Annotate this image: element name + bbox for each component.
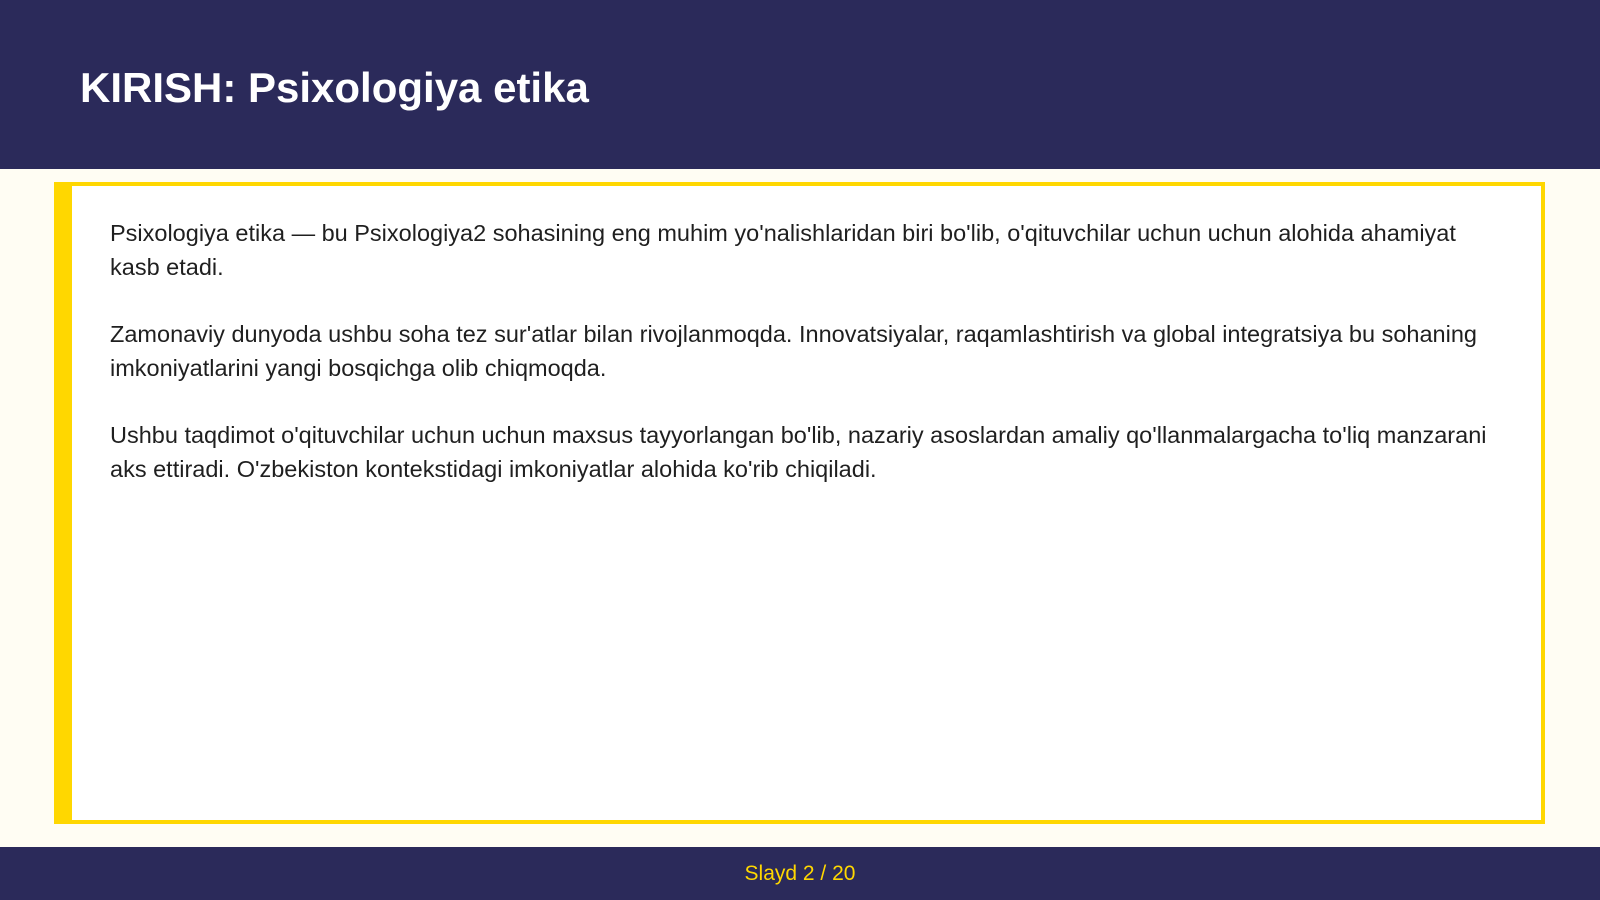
intro-paragraph: Psixologiya etika — bu Psixologiya2 sohasining eng muhim yo'nalishlaridan biri bo'lib, o'qituvchilar uchun uchun alohida ahamiyat kasb etadi. (110, 220, 1456, 280)
content-text (110, 216, 1499, 519)
slide-counter: Slayd 2 / 20 (744, 862, 856, 885)
development-paragraph: Zamonaviy dunyoda ushbu soha tez sur'atlar bilan rivojlanmoqda. Innovatsiyalar, raqamlashtirish va global integratsiya bu sohaning imkoniyatlarini yangi bosqichga olib chiqmoqda. (110, 321, 1477, 381)
content-box (54, 182, 1545, 824)
slide-title: KIRISH: Psixologiya etika (80, 64, 589, 111)
slide-header (0, 0, 1600, 169)
presentation-paragraph: Ushbu taqdimot o'qituvchilar uchun uchun maxsus tayyorlangan bo'lib, nazariy asoslardan amaliy qo'llanmalargacha to'liq manzarani aks ettiradi. O'zbekiston kontekstidagi imkoniyatlar alohida ko'rib chiqiladi. (110, 422, 1487, 482)
slide-footer (0, 847, 1600, 900)
